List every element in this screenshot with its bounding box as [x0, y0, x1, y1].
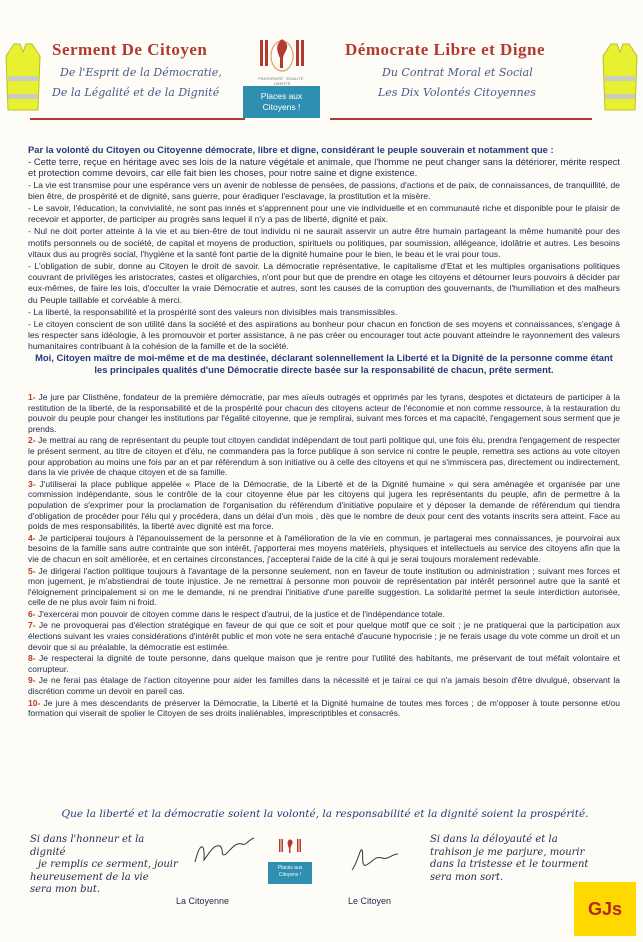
clauses-list [28, 392, 620, 720]
clause-text: Je jure par Clisthène, fondateur de la première démocratie, par mes aïeuls outragés et opprimés par les tyrans, despotes et dictateurs de participer à la restitution de la liberté, de la responsabilité et de la prospérité pour chacun des citoyens acteur de l'économie et non comme ressource, à la restauration du pouvoir du peuple pour changer les institutions par l'égalité citoyenne, que je remplirai, suivant mes forces et ma capacité, l'engagement sous serment que je prends. [28, 392, 620, 434]
clause-text: J'exercerai mon pouvoir de citoyen comme dans le respect d'autrui, de la justice et de l'indépendance totale. [35, 608, 445, 619]
label-la-citoyenne: La Citoyenne [176, 896, 230, 906]
motto: Que la liberté et la démocratie soient la volonté, la responsabilité et la dignité soient la prospérité. [61, 808, 589, 820]
clause-text: Je ne provoquerai pas d'élection stratégique en faveur de qui que ce soit et pour quelque motif que ce soit ; je ne pratiquerai que la participation aux élections suivant les vraies considérations d'intérêt public et mon vote ne sera entaché d'aucune hypocrisie ; je ne ferais usage du vote comme un droit et un devoir que si au préalable, la démocratie est estimée. [28, 620, 620, 652]
intro-paragraph: - Le citoyen conscient de son utilité dans la société et des aspirations au bonheur pour chacun en fonction de ses moyens et connaissances, s'engage à les respecter sans idéologie, à les promouvoir et porter assistance, à ne pas créer ou encourager tout acte pouvant atteindre le rayonnement des valeurs humanitaires contribuant à la cohésion de la famille et de la société. [28, 319, 620, 352]
intro-paragraph: - Le savoir, l'éducation, la convivialité, ne sont pas innés et s'apprennent pour une vie individuelle et en communauté riche et disponible pour le plaisir de recevoir et apporter, de participer au progrès sans lequel il n'y a pas de liberté, dignité et paix. [28, 203, 620, 225]
oath-line: Si dans la déloyauté et la [430, 834, 558, 845]
gjs-badge: GJs [574, 882, 636, 936]
places-aux-citoyens-badge [243, 86, 320, 118]
intro-lead: Par la volonté du Citoyen ou Citoyenne démocrate, libre et digne, considérant le peuple souverain et notamment que : [28, 144, 554, 155]
clause-number: 1- [28, 392, 36, 402]
subtitle-left-2: De la Légalité et de la Dignité [52, 86, 220, 99]
clause-number: 7- [28, 620, 36, 631]
badge-line1: Places aux [260, 91, 303, 101]
oath-line: Si dans l'honneur et la dignité [30, 834, 145, 858]
clause-number: 6- [28, 608, 36, 619]
clause-text: Je jure à mes descendants de préserver la Démocratie, la Liberté et la Dignité humaine de toutes mes forces ; de m'opposer à toute personne et/ou formation qui viserait de spolier le Citoyen de ses droits inaliénables, imprescriptibles et consacrés. [28, 697, 620, 719]
clause-text: J'utiliserai la place publique appelée « Place de la Démocratie, de la Liberté et de la Dignité humaine » qui sera aménagée et organisée par une commission indépendante, sous le contrôle de la cour citoyenne élue par les citoyens qui jugera les représentants du peuple, afin de permettre à la population de s'exprimer pour la proclamation de l'organisation du référendum d'initiative populaire et y déposer la demande de référendum qui tiendra d'obligation de procéder pour l'élu qui y procédera, dans un délai d'un mois , dès que le nombre de deux pour cent des votants inscrits sera atteint. Face au poids de mes responsabilités, la liberté avec dignité est ma force. [28, 478, 620, 532]
subtitle-right-1: Du Contrat Moral et Social [382, 66, 533, 79]
oath-line: sera mon but. [30, 884, 101, 895]
divider [330, 118, 592, 120]
clause-item [28, 675, 620, 696]
clause-number: 10- [28, 697, 41, 708]
clause-item [28, 620, 620, 652]
clause-item [28, 479, 620, 532]
clause-number: 3- [28, 478, 36, 489]
yellow-vest-icon [601, 42, 639, 112]
oath-line: dans la tristesse et le tourment [430, 859, 589, 870]
intro-paragraph: - La vie est transmise pour une espérance vers un avenir de noblesse de pensées, de passions, d'actions et de paix, de connaissances, de tranquillité, de bien être, de prospérité et de dignité, sans guerre, pour éradiquer l'esclavage, la prostitution et la misère. [28, 179, 620, 201]
clause-number: 9- [28, 675, 36, 686]
clause-text: Je dirigerai l'action politique toujours à l'avantage de la personne seulement, non en faveur de toute institution ou administration ; suivant mes forces et mon jugement, je m'abstiendrai de toute injustice. Je ne remettrai à personne mon pouvoir de représentation par intérêt personnel autre que la santé et l'éloignement principalement si on me le demande, ni ne prendrai l'initiative d'une pareille suggestion. La solidarité permet la seule interdiction autorisée, celle de ne plus avoir faim ni froid. [28, 565, 620, 608]
clause-text: Je mettrai au rang de représentant du peuple tout citoyen candidat indépendant de tout parti politique qui, une fois élu, prendra l'engagement de respecter le présent serment, au titre de citoyen et d'élu, ne commandera pas la force publique à son service ni contre le peuple, remettra ses actions au vote citoyen pour approbation au moins une fois par an et par référendum à son initiative ou à celle des citoyens et qui ne s'immiscera pas, directement ou indirectement, dans la vie privée de chaque citoyen et de sa famille. [28, 435, 620, 478]
clause-item [28, 609, 620, 620]
title-right: Démocrate Libre et Digne [345, 40, 546, 59]
clause-item [28, 392, 620, 434]
oath-right [430, 834, 590, 884]
clause-item [28, 533, 620, 565]
clause-number: 2- [28, 435, 36, 446]
title-left: Serment De Citoyen [52, 40, 208, 59]
badge-line2: Citoyens ! [262, 102, 301, 112]
oath-line: heureusement de la vie [30, 871, 149, 883]
signature-right [348, 842, 408, 876]
republic-emblem-icon [278, 836, 302, 862]
intro-paragraph: - L'obligation de subir, donne au Citoyen le droit de savoir. La démocratie représentative, le capitalisme d'Etat et les multiples organisations politiques couvrant de privilèges les aristocrates, castes et oligarchies, n'ont pour but que de prendre en otage les citoyens et détourner leurs pouvoirs à décider par eux-mêmes, de faire les lois, d'occulter la vraie Démocratie et autres, sont les causes de la corruption des gouvernants, de l'humiliation et des malheurs du Peuple taillable et corvéable à merci. [28, 261, 620, 305]
yellow-vest-icon [4, 42, 42, 112]
clause-item [28, 698, 620, 719]
clause-number: 8- [28, 653, 36, 664]
places-aux-citoyens-badge-small [268, 862, 312, 884]
clause-text: Je ne ferai pas étalage de l'action citoyenne pour aider les familles dans la nécessité et je tairai ce qui n'a jamais besoin d'être divulgué, observant la discrétion comme un devoir en pareil cas. [28, 675, 620, 697]
oath-line: trahison je me parjure, mourir [430, 846, 585, 858]
oath-line: je remplis ce serment, jouir [38, 859, 178, 870]
signature-left [190, 832, 270, 872]
subtitle-left-1: De l'Esprit de la Démocratie, [60, 66, 222, 79]
badge-line1: Places aux [277, 865, 303, 871]
divider [30, 118, 245, 120]
clause-text: Je respecterai la dignité de toute personne, dans quelque maison que je rentre pour l'utilité des habitants, me préservant de tout méfait volontaire et corrupteur. [28, 653, 620, 674]
clause-text: Je participerai toujours à l'épanouissement de la personne et à l'amélioration de la vie en commun, je partagerai mes connaissances, je pourvoirai aux besoins de la famille sans autre contrainte que son intérêt, j'apporterai mes moyens matériels, physiques et intellectuels au service des citoyens afin que la vie de chacun en soit améliorée, et en certaines circonstances, j'accepterai l'aide de la cité à qui je serai toujours moralement redevable. [28, 532, 620, 564]
oath-left [30, 834, 180, 897]
subtitle-right-2: Les Dix Volontés Citoyennes [378, 86, 536, 99]
clause-number: 5- [28, 565, 36, 576]
clause-item [28, 566, 620, 608]
clause-item [28, 653, 620, 674]
intro-paragraph: - La liberté, la responsabilité et la prospérité sont des valeurs non divisibles mais transmissibles. [28, 306, 398, 317]
clause-item [28, 435, 620, 477]
oath-line: sera mon sort. [430, 871, 504, 883]
intro-section [28, 144, 620, 354]
intro-paragraph: - Nul ne doit porter atteinte à la vie et au bien-être de tout individu ni ne saurait asservir un autre être humain partageant la même humanité pour des motifs personnels ou de société, de capital et moyens de production, spirituels ou politiques, par soumission, allégeance, idolâtrie et autres. Les besoins vitaux dus au progrès social, l'hygiène et la santé font partie de la dignité humaine pour le bien, le beau et le vrai pour tous. [28, 226, 620, 259]
intro-paragraph: - Cette terre, reçue en héritage avec ses lois de la nature végétale et animale, que l'homme ne peut changer sans la détériorer, mérite respect et protection comme devoirs, car elle fait bien les choses, pour notre saine et digne existence. [28, 156, 620, 179]
emblem-caption: FRATERNITÉ · ÉGALITÉ · LIBERTÉ [258, 76, 306, 86]
clause-number: 4- [28, 532, 36, 543]
declaration-heading: Moi, Citoyen maître de moi-même et de ma destinée, déclarant solennellement la Liberté et la Dignité de la personne comme étant les principales qualités d'une Démocratie directe basée sur la responsabilité de chacun, prête serment. [35, 352, 613, 375]
badge-line2: Citoyens ! [278, 872, 302, 878]
label-le-citoyen: Le Citoyen [348, 896, 392, 906]
